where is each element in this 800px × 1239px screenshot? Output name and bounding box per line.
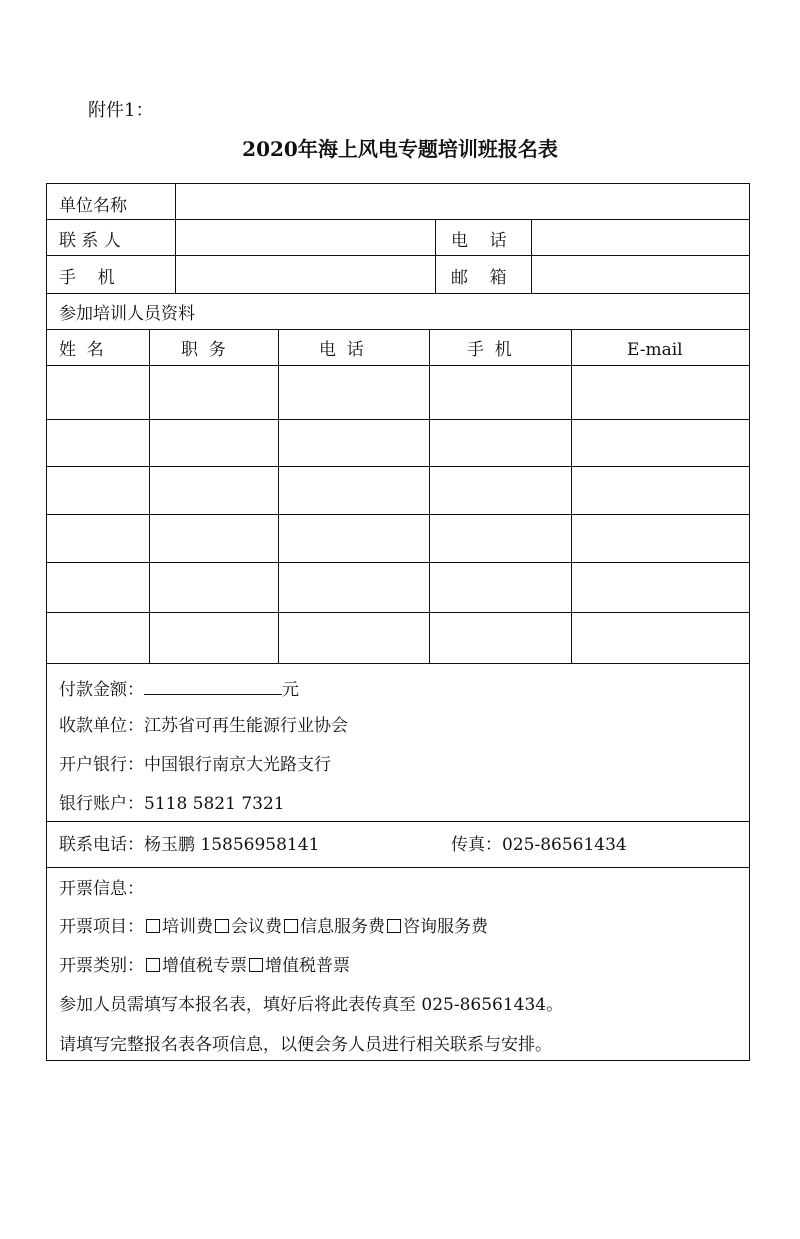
row-divider <box>47 365 749 366</box>
col-header-name: 姓 名 <box>59 340 104 360</box>
note-fax-line: 参加人员需填写本报名表，填好后将此表传真至 025-86561434。 <box>59 995 564 1015</box>
attachment-label: 附件1： <box>88 100 154 121</box>
account-line: 银行账户：5118 5821 7321 <box>59 794 285 814</box>
row-divider <box>47 419 749 420</box>
col-header-email: E-mail <box>627 340 683 360</box>
checkbox[interactable] <box>146 919 160 933</box>
row-divider <box>47 821 749 822</box>
participant-position-cell[interactable] <box>151 614 276 661</box>
col-header-position: 职 务 <box>181 340 226 360</box>
col-divider <box>435 219 436 293</box>
col-header-mobile: 手 机 <box>467 340 512 360</box>
participant-name-cell[interactable] <box>49 367 147 417</box>
checkbox-label: 增值税普票 <box>265 956 350 976</box>
participant-phone-cell[interactable] <box>280 468 427 512</box>
checkbox-label: 会议费 <box>231 917 282 937</box>
col-divider <box>571 329 572 663</box>
participant-position-cell[interactable] <box>151 367 276 417</box>
invoice-heading: 开票信息： <box>59 879 144 899</box>
payment-amount-label: 付款金额： <box>59 680 144 700</box>
phone-field[interactable] <box>533 221 747 254</box>
row-divider <box>47 562 749 563</box>
checkbox[interactable] <box>215 919 229 933</box>
contact-phone-line: 联系电话：杨玉鹏 15856958141 <box>59 835 320 855</box>
fax-line: 传真：025-86561434 <box>451 835 627 855</box>
participant-email-cell[interactable] <box>573 421 747 464</box>
mobile-label: 手 机 <box>59 268 115 288</box>
participant-mobile-cell[interactable] <box>431 564 569 610</box>
checkbox[interactable] <box>387 919 401 933</box>
participant-mobile-cell[interactable] <box>431 614 569 661</box>
participant-email-cell[interactable] <box>573 564 747 610</box>
col-header-phone: 电 话 <box>319 340 364 360</box>
checkbox-label: 培训费 <box>162 917 213 937</box>
checkbox[interactable] <box>284 919 298 933</box>
participant-mobile-cell[interactable] <box>431 367 569 417</box>
participants-section-label: 参加培训人员资料 <box>59 304 195 324</box>
invoice-types-label: 开票类别： <box>59 956 144 976</box>
registration-form <box>46 183 750 1061</box>
unit-name-field[interactable] <box>177 186 747 218</box>
phone-label: 电 话 <box>451 231 507 251</box>
col-divider <box>149 329 150 663</box>
row-divider <box>47 514 749 515</box>
checkbox[interactable] <box>249 958 263 972</box>
checkbox-label: 咨询服务费 <box>403 917 488 937</box>
participant-email-cell[interactable] <box>573 468 747 512</box>
checkbox-label: 信息服务费 <box>300 917 385 937</box>
form-title: 2020年海上风电专题培训班报名表 <box>242 137 558 161</box>
participant-position-cell[interactable] <box>151 468 276 512</box>
participant-mobile-cell[interactable] <box>431 468 569 512</box>
participant-position-cell[interactable] <box>151 421 276 464</box>
payee-line: 收款单位：江苏省可再生能源行业协会 <box>59 716 348 736</box>
row-divider <box>47 255 749 256</box>
col-divider <box>531 219 532 293</box>
participant-mobile-cell[interactable] <box>431 421 569 464</box>
payment-amount-field[interactable] <box>144 680 282 695</box>
participant-phone-cell[interactable] <box>280 421 427 464</box>
checkbox[interactable] <box>146 958 160 972</box>
participant-email-cell[interactable] <box>573 367 747 417</box>
col-divider <box>429 329 430 663</box>
participant-name-cell[interactable] <box>49 468 147 512</box>
row-divider <box>47 612 749 613</box>
participant-email-cell[interactable] <box>573 516 747 560</box>
participant-name-cell[interactable] <box>49 614 147 661</box>
mobile-field[interactable] <box>177 257 433 292</box>
participant-phone-cell[interactable] <box>280 614 427 661</box>
col-divider <box>278 329 279 663</box>
participant-name-cell[interactable] <box>49 516 147 560</box>
participant-position-cell[interactable] <box>151 564 276 610</box>
row-divider <box>47 219 749 220</box>
contact-person-label: 联 系 人 <box>59 231 121 251</box>
participant-name-cell[interactable] <box>49 421 147 464</box>
row-divider <box>47 663 749 664</box>
note-complete-line: 请填写完整报名表各项信息，以便会务人员进行相关联系与安排。 <box>59 1035 552 1055</box>
checkbox-label: 增值税专票 <box>162 956 247 976</box>
participant-name-cell[interactable] <box>49 564 147 610</box>
payment-amount-unit: 元 <box>282 680 299 700</box>
participant-mobile-cell[interactable] <box>431 516 569 560</box>
email-label: 邮 箱 <box>451 268 507 288</box>
row-divider <box>47 867 749 868</box>
bank-line: 开户银行：中国银行南京大光路支行 <box>59 755 331 775</box>
invoice-items-line <box>59 919 488 936</box>
participant-phone-cell[interactable] <box>280 516 427 560</box>
payment-amount-line <box>59 680 299 699</box>
col-divider <box>175 184 176 293</box>
email-field[interactable] <box>533 257 747 292</box>
unit-name-label: 单位名称 <box>59 196 127 216</box>
invoice-items-label: 开票项目： <box>59 917 144 937</box>
participant-phone-cell[interactable] <box>280 367 427 417</box>
invoice-types-line <box>59 958 350 975</box>
row-divider <box>47 329 749 330</box>
participant-email-cell[interactable] <box>573 614 747 661</box>
row-divider <box>47 293 749 294</box>
participant-phone-cell[interactable] <box>280 564 427 610</box>
contact-person-field[interactable] <box>177 221 433 254</box>
participant-position-cell[interactable] <box>151 516 276 560</box>
row-divider <box>47 466 749 467</box>
